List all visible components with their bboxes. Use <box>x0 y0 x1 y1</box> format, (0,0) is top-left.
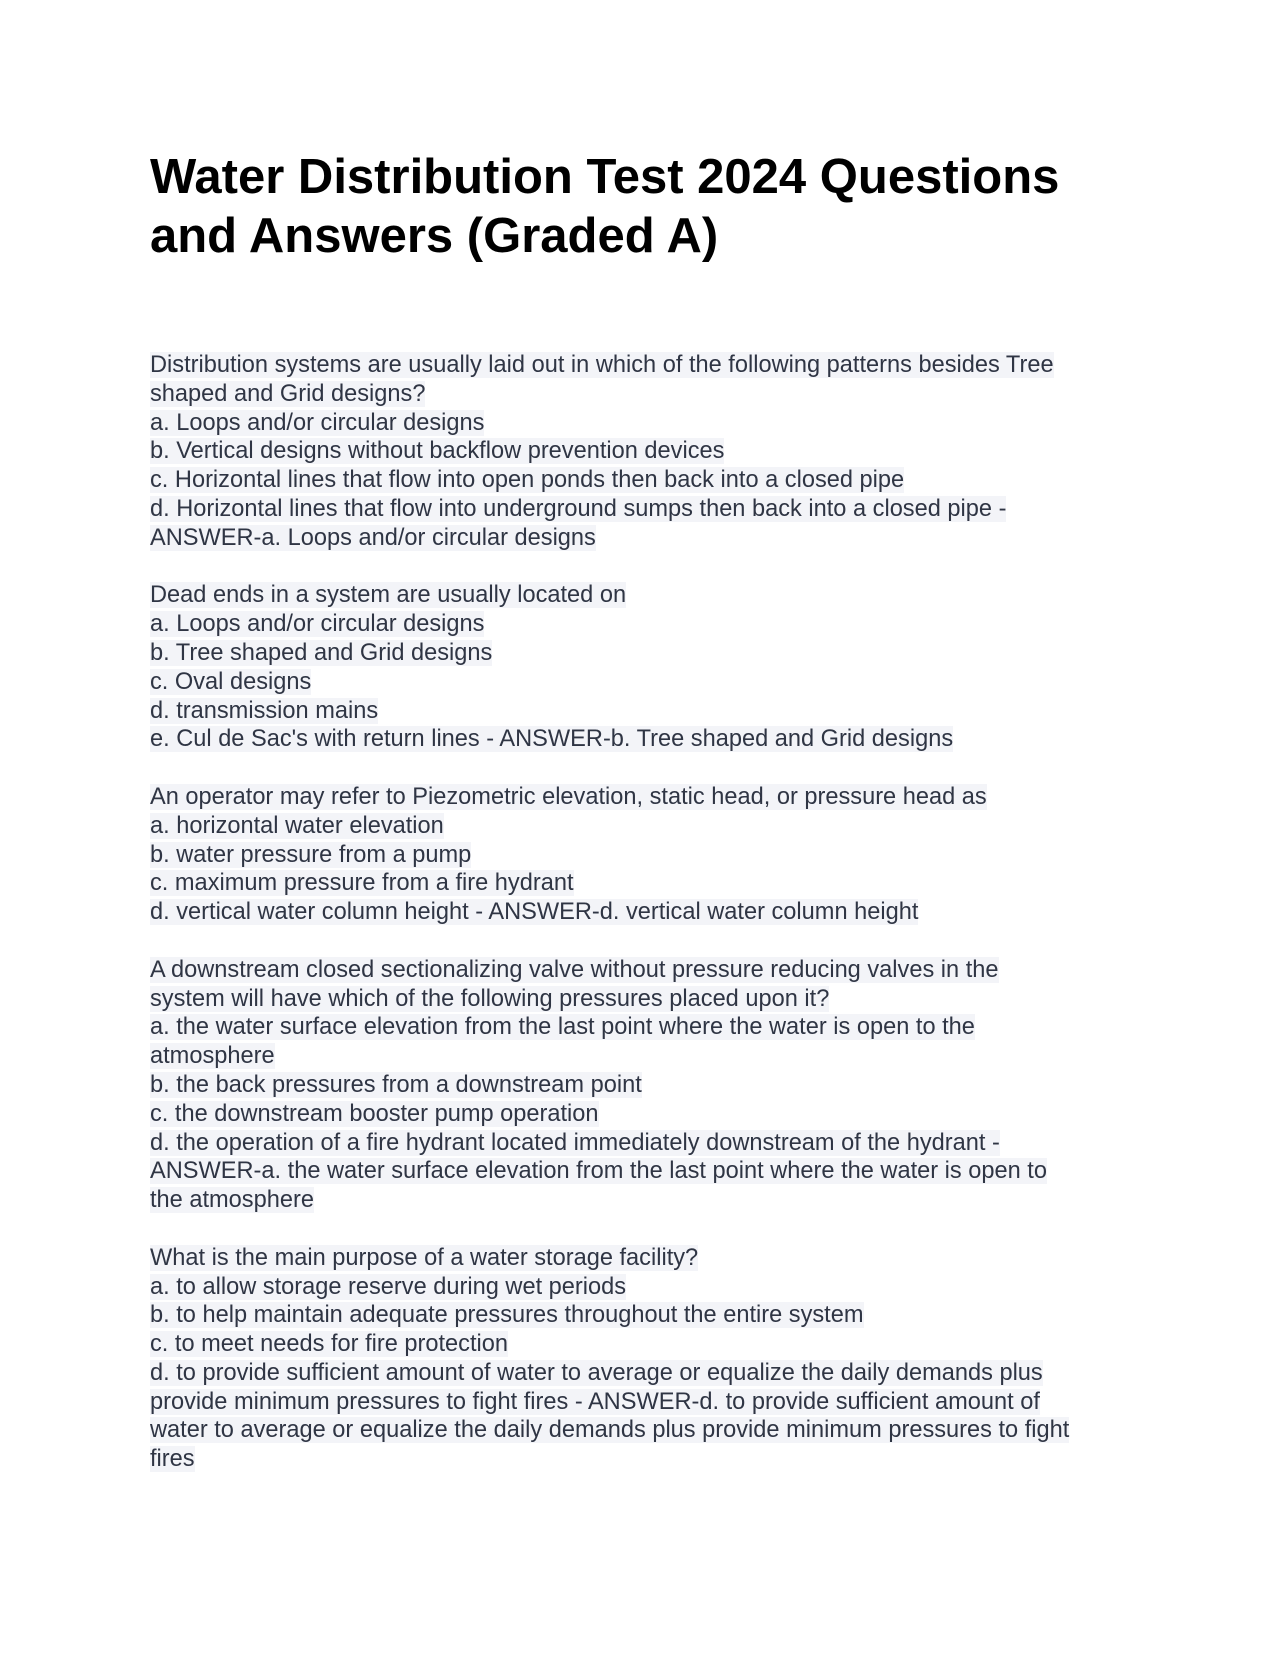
question-5-option-c: c. to meet needs for fire protection <box>150 1331 509 1358</box>
question-5-answer-cont: water to average or equalize the daily demands plus provide minimum pressures to fight <box>150 1417 1070 1444</box>
question-1-option-b: b. Vertical designs without backflow prevention devices <box>150 438 725 465</box>
question-4-option-c: c. the downstream booster pump operation <box>150 1100 599 1127</box>
question-1-option-a: a. Loops and/or circular designs <box>150 409 485 436</box>
question-2-option-a: a. Loops and/or circular designs <box>150 611 485 638</box>
question-block-1 <box>150 351 1150 553</box>
question-block-2 <box>150 581 1150 754</box>
question-1-option-d: d. Horizontal lines that flow into underground sumps then back into a closed pipe - <box>150 495 1007 522</box>
title-line-1: Water Distribution Test 2024 Questions <box>150 150 1060 204</box>
question-3-line-1: An operator may refer to Piezometric elevation, static head, or pressure head as <box>150 783 987 810</box>
question-block-5 <box>150 1244 1150 1474</box>
question-5-option-d: d. to provide sufficient amount of water to average or equalize the daily demands plus <box>150 1359 1043 1386</box>
question-5-option-b: b. to help maintain adequate pressures throughout the entire system <box>150 1302 864 1329</box>
question-4-answer: ANSWER-a. the water surface elevation from the last point where the water is open to <box>150 1158 1047 1185</box>
question-1-line-2: shaped and Grid designs? <box>150 380 426 407</box>
question-4-line-1: A downstream closed sectionalizing valve without pressure reducing valves in the <box>150 956 999 983</box>
question-1-line-1: Distribution systems are usually laid out in which of the following patterns besides Tree <box>150 352 1054 378</box>
question-3-option-a: a. horizontal water elevation <box>150 812 444 839</box>
question-1-answer: ANSWER-a. Loops and/or circular designs <box>150 524 596 551</box>
question-block-4 <box>150 956 1150 1215</box>
question-5-answer-end: fires <box>150 1446 195 1473</box>
question-5-option-a: a. to allow storage reserve during wet periods <box>150 1273 627 1300</box>
question-5-answer: provide minimum pressures to fight fires - ANSWER-d. to provide sufficient amount of <box>150 1388 1040 1415</box>
question-1-option-c: c. Horizontal lines that flow into open ponds then back into a closed pipe <box>150 467 905 494</box>
question-2-line-1: Dead ends in a system are usually located on <box>150 582 627 609</box>
question-2-option-c: c. Oval designs <box>150 668 312 695</box>
question-4-answer-cont: the atmosphere <box>150 1187 314 1214</box>
question-4-option-b: b. the back pressures from a downstream point <box>150 1071 642 1098</box>
question-block-3 <box>150 783 1150 927</box>
question-4-line-2: system will have which of the following pressures placed upon it? <box>150 985 830 1012</box>
questions-list <box>150 351 1150 1503</box>
question-3-option-c: c. maximum pressure from a fire hydrant <box>150 870 574 897</box>
question-4-option-a-cont: atmosphere <box>150 1043 275 1070</box>
question-2-option-b: b. Tree shaped and Grid designs <box>150 639 493 666</box>
question-3-option-b: b. water pressure from a pump <box>150 841 472 868</box>
question-4-option-a: a. the water surface elevation from the last point where the water is open to the <box>150 1014 975 1041</box>
question-3-option-d-answer: d. vertical water column height - ANSWER-d. vertical water column height <box>150 899 919 926</box>
question-4-option-d: d. the operation of a fire hydrant located immediately downstream of the hydrant - <box>150 1129 1000 1156</box>
question-2-option-d: d. transmission mains <box>150 697 379 724</box>
document-title <box>150 148 1150 266</box>
question-2-option-e-answer: e. Cul de Sac's with return lines - ANSWER-b. Tree shaped and Grid designs <box>150 726 954 753</box>
title-line-2: and Answers (Graded A) <box>150 209 719 263</box>
question-5-line-1: What is the main purpose of a water storage facility? <box>150 1244 699 1271</box>
